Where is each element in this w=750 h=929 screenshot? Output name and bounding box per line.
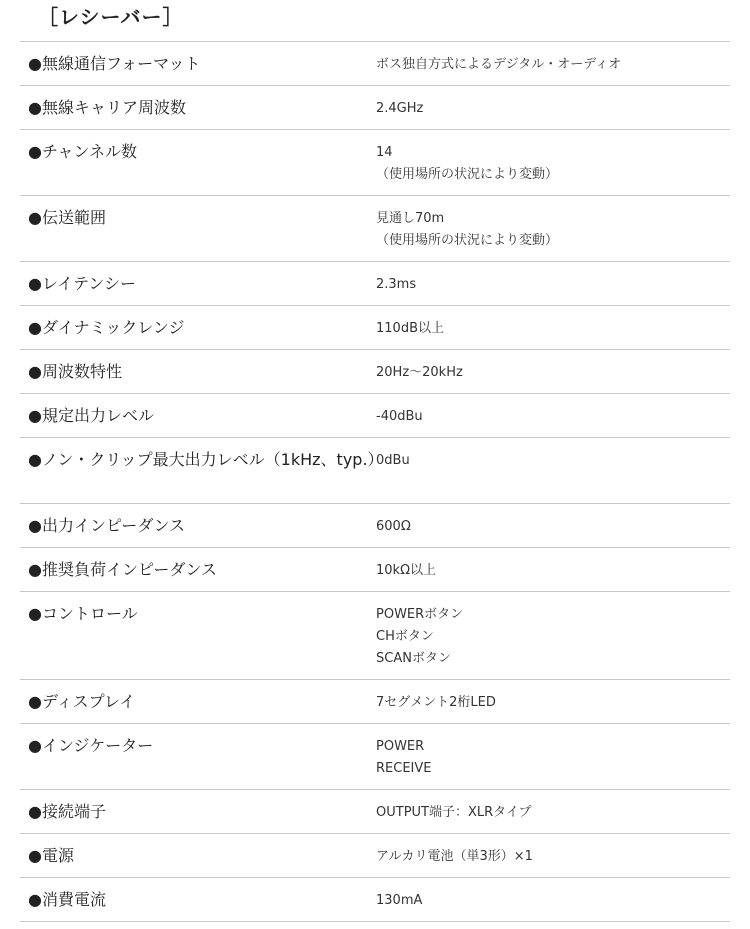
spec-value [376, 130, 730, 195]
spec-value [376, 438, 730, 503]
spec-row [20, 790, 730, 834]
spec-value [376, 306, 730, 349]
spec-value-line: 20Hz～20kHz [376, 365, 463, 380]
section-title: ［レシーバー］ [38, 5, 184, 29]
spec-value [376, 724, 730, 789]
spec-value-line: 2.3ms [376, 277, 417, 292]
spec-label: ●チャンネル数 [28, 142, 138, 161]
spec-row [20, 548, 730, 592]
spec-label: ●無線通信フォーマット [28, 54, 201, 73]
spec-label: ●電源 [28, 846, 74, 865]
spec-value [376, 394, 730, 437]
spec-value [376, 504, 730, 547]
spec-label: ●ディスプレイ [28, 692, 136, 711]
spec-row [20, 130, 730, 196]
spec-value [376, 350, 730, 393]
spec-value-line: 14 [376, 145, 393, 160]
spec-label: ●コントロール [28, 604, 138, 623]
spec-value [376, 196, 730, 261]
spec-value-line: POWER [376, 739, 425, 754]
spec-value-line: 7セグメント2桁LED [376, 695, 496, 710]
spec-row [20, 592, 730, 680]
spec-value [376, 86, 730, 129]
spec-value-line: CHボタン [376, 629, 434, 644]
spec-value-line: （使用場所の状況により変動） [376, 233, 559, 248]
spec-value-line: 見通し70m [376, 211, 445, 226]
spec-value-line: ボス独自方式によるデジタル・オーディオ [376, 57, 622, 72]
spec-value-line: （使用場所の状況により変動） [376, 167, 559, 182]
spec-value-line: OUTPUT端子：XLRタイプ [376, 805, 532, 820]
spec-row [20, 306, 730, 350]
spec-row [20, 724, 730, 790]
spec-label: ●推奨負荷インピーダンス [28, 560, 218, 579]
spec-label: ●ノン・クリップ最大出力レベル（1kHz、typ.） [28, 450, 384, 469]
spec-row [20, 42, 730, 86]
spec-value-line: 600Ω [376, 519, 411, 534]
spec-value-line: 110dB以上 [376, 321, 444, 336]
spec-label: ●レイテンシー [28, 274, 136, 293]
spec-value-line: -40dBu [376, 409, 423, 424]
spec-label: ●伝送範囲 [28, 208, 106, 227]
spec-row [20, 350, 730, 394]
spec-value-line: POWERボタン [376, 607, 464, 622]
spec-value-line: 0dBu [376, 453, 410, 468]
spec-value [376, 834, 730, 877]
spec-label: ●インジケーター [28, 736, 154, 755]
spec-row [20, 504, 730, 548]
spec-label: ●無線キャリア周波数 [28, 98, 186, 117]
spec-row [20, 680, 730, 724]
spec-label: ●消費電流 [28, 890, 106, 909]
spec-value-line: アルカリ電池（単3形）×1 [376, 849, 533, 864]
spec-value-line: SCANボタン [376, 651, 451, 666]
spec-value-line: 130mA [376, 893, 423, 908]
spec-value-line: 2.4GHz [376, 101, 424, 116]
spec-row [20, 394, 730, 438]
spec-value [376, 592, 730, 679]
spec-value [376, 42, 730, 85]
spec-row [20, 196, 730, 262]
spec-value [376, 262, 730, 305]
spec-row [20, 262, 730, 306]
spec-row [20, 834, 730, 878]
spec-label: ●出力インピーダンス [28, 516, 186, 535]
spec-label: ●ダイナミックレンジ [28, 318, 185, 337]
spec-value [376, 680, 730, 723]
spec-value-line: RECEIVE [376, 761, 432, 776]
spec-row [20, 438, 730, 504]
spec-value [376, 790, 730, 833]
spec-label: ●接続端子 [28, 802, 106, 821]
spec-value-line: 10kΩ以上 [376, 563, 437, 578]
spec-row [20, 86, 730, 130]
spec-label: ●規定出力レベル [28, 406, 154, 425]
spec-value [376, 548, 730, 591]
spec-value [376, 878, 730, 921]
spec-table [20, 41, 730, 922]
spec-label: ●周波数特性 [28, 362, 122, 381]
spec-row [20, 878, 730, 922]
